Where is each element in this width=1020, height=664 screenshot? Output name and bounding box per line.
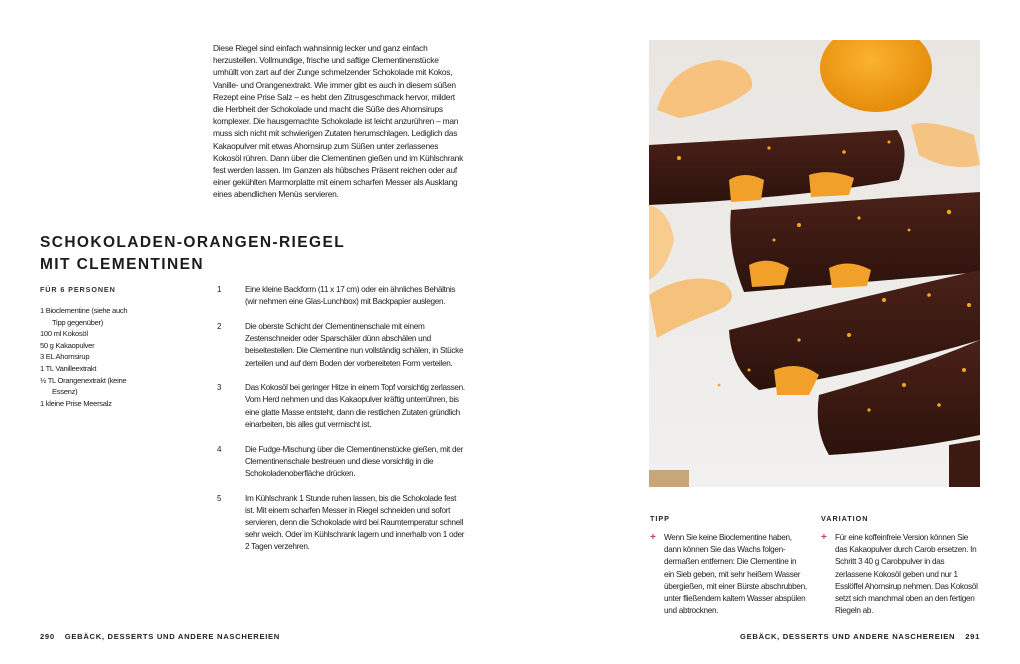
page-number: 291 [965, 632, 980, 641]
method-step [215, 382, 465, 431]
step-number: 5 [217, 493, 222, 503]
variation-text: Für eine koffeinfreie Version können Sie das Kakaopulver durch Carob ersetzen. In Schritt 3 40 g Carobpulver in das zerlassene Kokosöl geben und nur 1 Esslöffel Ahornsirup nehmen. Das Kokosöl setzt sich manchmal oben an den fertigen Riegeln ab. [835, 533, 978, 616]
variation-box [821, 532, 979, 617]
tip-text: Wenn Sie keine Bioclementine haben, dann können Sie das Wachs folgendermaßen entfernen: Die Clementine in ein Sieb geben, mit sehr heißem Wasser übergießen, mit einer Bürste abschrubben, unter fließendem kaltem Wasser abspülen und abtrocknen. [664, 533, 807, 616]
recipe-title-line-2: MIT CLEMENTINEN [40, 256, 204, 273]
ingredient-item: 1 Bioclementine (siehe auch Tipp gegenüber) [40, 306, 128, 327]
tip-heading: TIPP [650, 514, 670, 523]
recipe-title-line-1: SCHOKOLADEN-ORANGEN-RIEGEL [40, 234, 346, 251]
running-section-title: GEBÄCK, DESSERTS UND ANDERE NASCHEREIEN [64, 632, 280, 641]
step-text: Das Kokosöl bei geringer Hitze in einem Topf vorsichtig zerlassen. Vom Herd nehmen und das Kakaopulver kräftig unterrühren, bis eine glatte Masse entsteht, dann die restlichen Zutaten gründlich einarbeiten, bis alles gut vermischt ist. [245, 383, 465, 429]
method-steps [215, 284, 465, 566]
plus-bullet-icon: + [821, 532, 827, 543]
method-step [215, 284, 465, 308]
ingredient-item: 1 TL Vanilleextrakt [40, 363, 97, 373]
page-number: 290 [40, 632, 55, 641]
variation-heading: VARIATION [821, 514, 869, 523]
method-step [215, 493, 465, 554]
step-number: 4 [217, 444, 222, 454]
ingredient-list [40, 305, 130, 409]
step-number: 2 [217, 321, 222, 331]
ingredient-item: 3 EL Ahornsirup [40, 352, 90, 362]
servings-label: FÜR 6 PERSONEN [40, 285, 116, 294]
step-number: 1 [217, 285, 222, 294]
ingredient-item: 1 kleine Prise Meersalz [40, 398, 112, 408]
recipe-title [40, 232, 345, 276]
recipe-photo [649, 40, 980, 487]
step-text: Im Kühlschrank 1 Stunde ruhen lassen, bis die Schokolade fest ist. Mit einem scharfen Messer in Riegel schneiden und sofort servieren, denn die Schokolade wird bei Raumtemperatur schnell sehr weich. Oder im Kühlschrank lagern und innerhalb von 1 oder 2 Tagen verzehren. [245, 493, 465, 552]
step-text: Eine kleine Backform (11 x 17 cm) oder ein ähnliches Behältnis (wir nehmen eine Glas-Lunchbox) mit Backpapier auslegen. [245, 285, 456, 307]
page-footer-right [740, 632, 980, 641]
intro-paragraph: Diese Riegel sind einfach wahnsinnig lecker und ganz einfach herzustellen. Vollmundige, frische und saftige Clementinenstücke umhüllt von zart auf der Zunge schmelzender Schokolade mit Kokos, Vanille- und Orangenextrakt. Wie immer gibt es auch in diesem süßen Rezept eine Prise Salz – es hebt den Zitrusgeschmack hervor, mildert die Herbheit der Schokolade und macht die Süße des Ahornsirups komplexer. Die hausgemachte Schokolade ist leicht anzurühren – man muss sich nicht mit schwierigen Zutaten herumschlagen. Lediglich das Kakaopulver mit etwas Ahornsirup zum Süßen unter zerlassenes Kokosöl rühren. Dann über die Clementinen gießen und im Kühlschrank fest werden lassen. Im Ganzen als hübsches Präsent reichen oder auf einer gekühlten Marmorplatte mit einem scharfen Messer als Ausklang eines abendlichen Menüs servieren. [213, 43, 464, 200]
chocolate-orange-bars-photo-icon [649, 40, 980, 487]
step-number: 3 [217, 383, 222, 393]
running-section-title: GEBÄCK, DESSERTS UND ANDERE NASCHEREIEN [740, 632, 956, 641]
method-step [215, 444, 465, 481]
right-page [510, 0, 1020, 664]
ingredient-item: 50 g Kakaopulver [40, 340, 95, 350]
page-footer-left [40, 632, 280, 641]
ingredient-item: 100 ml Kokosöl [40, 329, 88, 339]
step-text: Die Fudge-Mischung über die Clementinenstücke gießen, mit der Clementinenschale bestreuen und diese vorsichtig in die Schokoladenoberfläche drücken. [245, 444, 463, 478]
method-step [215, 321, 465, 370]
ingredient-item: ½ TL Orangenextrakt (keine Essenz) [40, 375, 127, 397]
tip-box [650, 532, 808, 617]
plus-bullet-icon: + [650, 532, 656, 543]
step-text: Die oberste Schicht der Clementinenschale mit einem Zestenschneider oder Sparschäler dünn abschälen und beiseitestellen. Die Clementine nun vollständig schälen, in Stücke zerteilen und auf dem Boden der vorbereiteten Form verteilen. [245, 321, 464, 368]
